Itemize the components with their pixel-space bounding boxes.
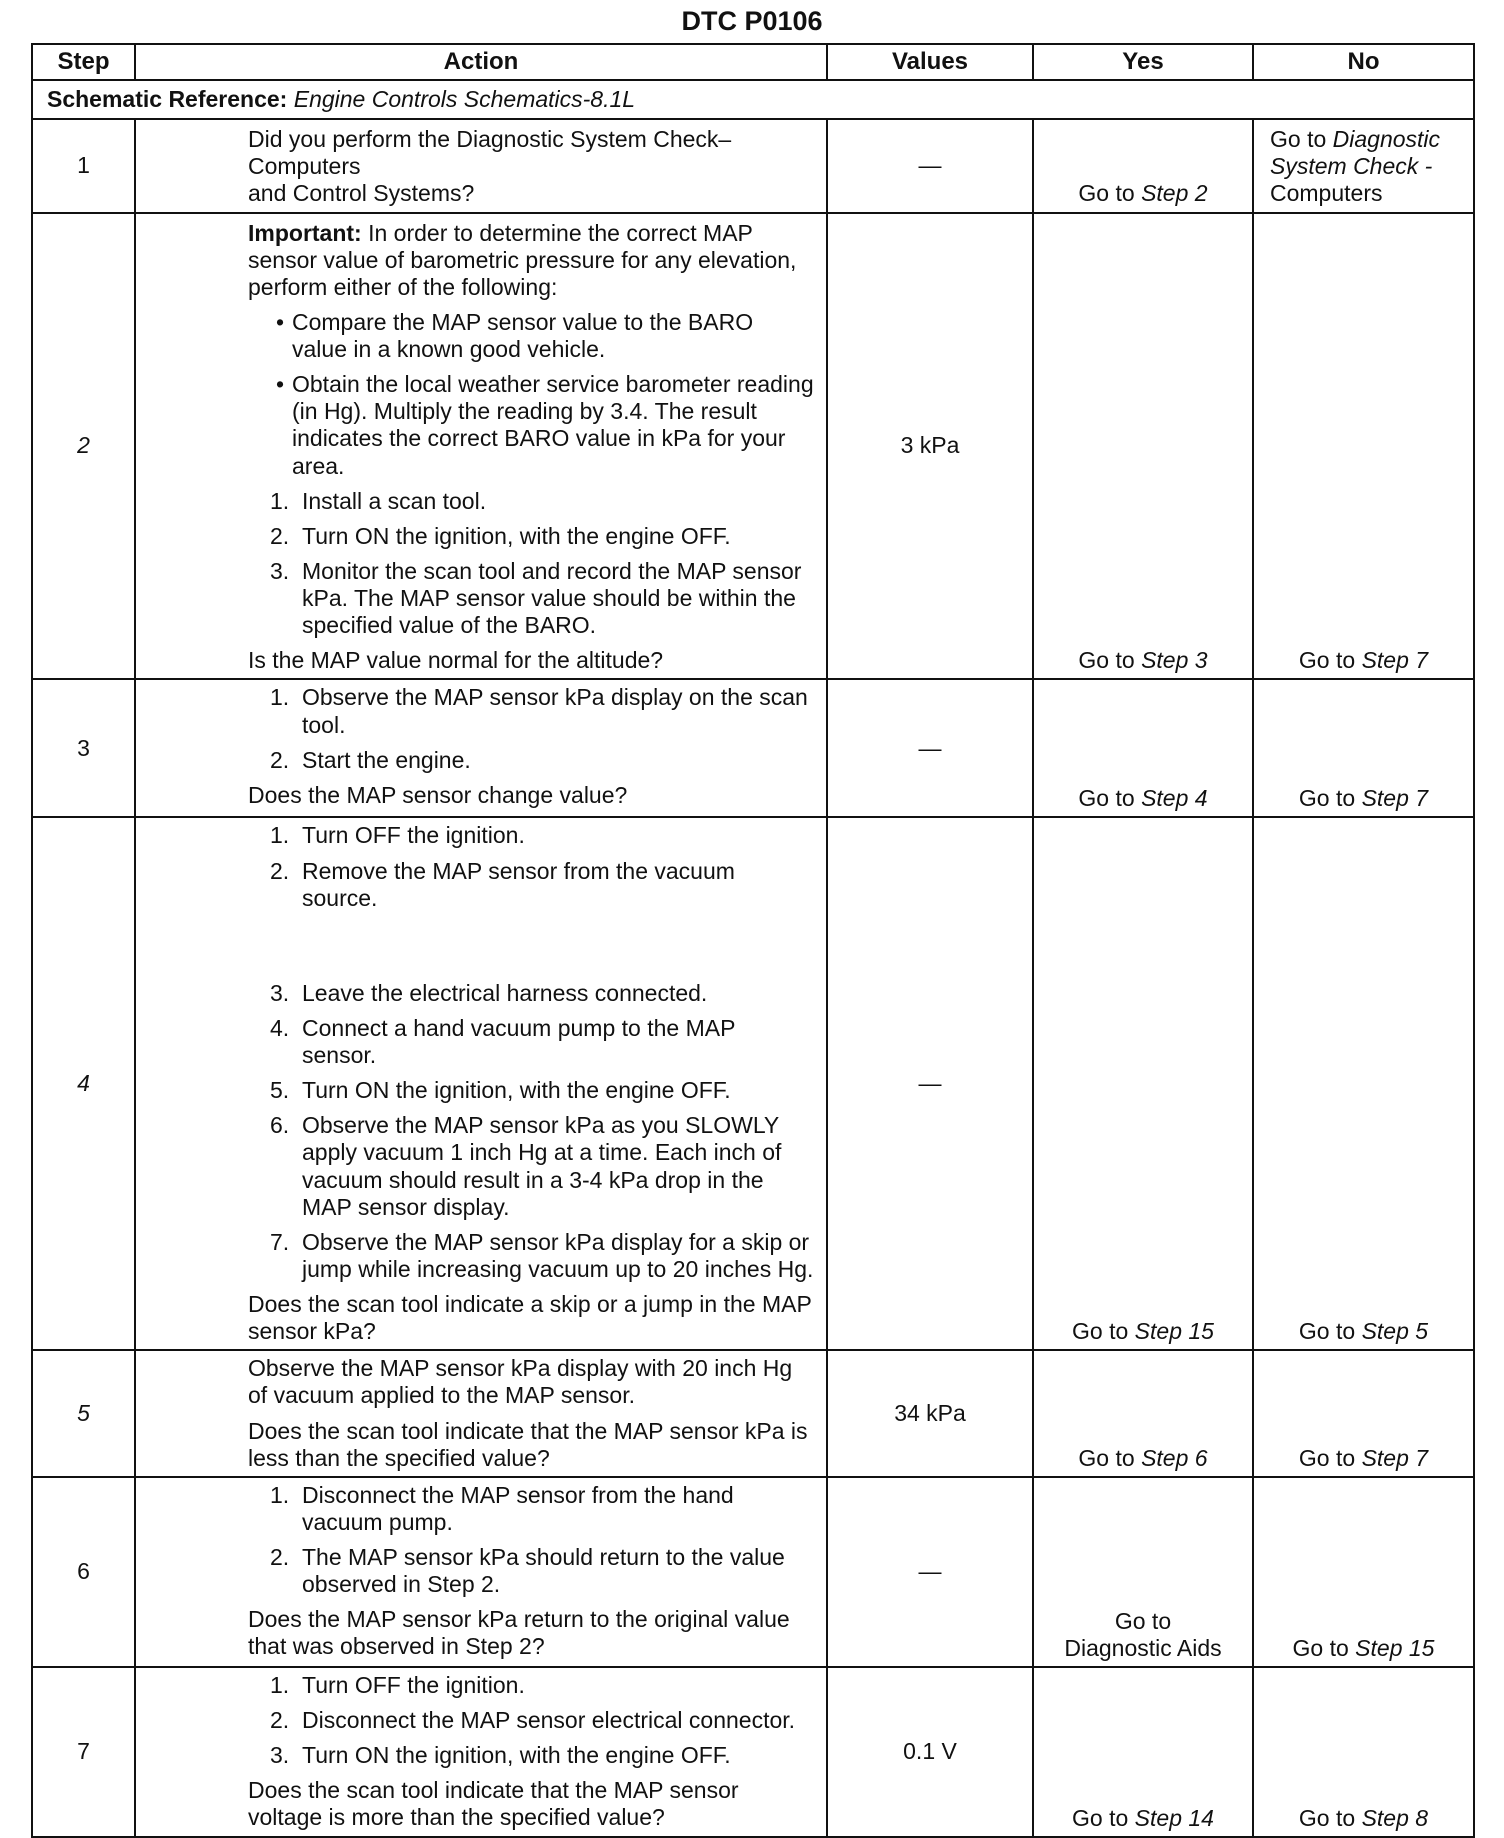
- list-number: 1.: [270, 487, 290, 514]
- table-row: [32, 679, 1474, 817]
- table-row: [32, 1350, 1474, 1477]
- value-cell: 3 kPa: [827, 213, 1033, 680]
- list-number: 3.: [270, 557, 290, 584]
- list-number: 3.: [270, 979, 290, 1006]
- no-prefix: Go to: [1298, 647, 1362, 674]
- list-number: 2.: [270, 522, 290, 549]
- list-number: 6.: [270, 1112, 290, 1139]
- action-text: Did you perform the Diagnostic System Check–Computers: [248, 126, 732, 180]
- no-prefix: Go to: [1270, 126, 1333, 153]
- step-number: 6: [32, 1477, 135, 1667]
- list-number: 2.: [270, 746, 290, 773]
- yes-prefix: Go to: [1078, 1444, 1142, 1471]
- yes-prefix: Go to: [1072, 1318, 1135, 1345]
- list-item: Install a scan tool.: [302, 487, 487, 514]
- no-step-link: Step 5: [1361, 1318, 1429, 1345]
- no-step-link: Step 8: [1361, 1804, 1429, 1831]
- schematic-reference: Engine Controls Schematics-8.1L: [293, 86, 636, 112]
- no-prefix: Go to: [1298, 1444, 1362, 1471]
- value-cell: —: [827, 119, 1033, 212]
- step-number: 3: [32, 679, 135, 817]
- question: Does the MAP sensor kPa return to the original value that was observed in Step 2?: [248, 1606, 790, 1660]
- value-cell: —: [827, 817, 1033, 1350]
- value-cell: —: [827, 1477, 1033, 1667]
- table-row: [32, 119, 1474, 212]
- action-cell: [135, 1667, 827, 1837]
- value-cell: 34 kPa: [827, 1350, 1033, 1477]
- header-step: Step: [32, 44, 135, 80]
- no-step-link: Step 7: [1361, 785, 1429, 812]
- step-number: 7: [32, 1667, 135, 1837]
- action-cell: [135, 1350, 827, 1477]
- header-values: Values: [827, 44, 1033, 80]
- header-no: No: [1253, 44, 1474, 80]
- list-item: Remove the MAP sensor from the vacuum source.: [302, 857, 735, 911]
- list-item: Disconnect the MAP sensor electrical connector.: [302, 1706, 796, 1733]
- action-cell: [135, 1477, 827, 1667]
- table-row: [32, 1477, 1474, 1667]
- step-number: 4: [32, 817, 135, 1350]
- list-number: 2.: [270, 857, 290, 884]
- yes-cell: [1033, 1350, 1253, 1477]
- list-item: Turn ON the ignition, with the engine OFF.: [302, 1742, 731, 1768]
- action-text: and Control Systems?: [248, 180, 475, 207]
- step-number: 1: [32, 119, 135, 212]
- yes-step-link: Step 6: [1141, 1444, 1208, 1471]
- list-number: 1.: [270, 1671, 290, 1698]
- list-item: Connect a hand vacuum pump to the MAP sensor.: [302, 1014, 736, 1068]
- list-number: 7.: [270, 1228, 290, 1255]
- yes-prefix: Go to: [1072, 1804, 1135, 1831]
- yes-prefix: Go to: [1078, 785, 1142, 812]
- yes-cell: [1033, 1477, 1253, 1667]
- list-number: 2.: [270, 1544, 290, 1570]
- list-item: The MAP sensor kPa should return to the value observed in Step 2.: [302, 1544, 785, 1598]
- list-number: 3.: [270, 1742, 290, 1768]
- yes-step-link: Step 2: [1141, 180, 1208, 207]
- yes-cell: [1033, 817, 1253, 1350]
- schematic-row: [32, 80, 1474, 119]
- no-cell: [1253, 1667, 1474, 1837]
- diagnostic-table: [31, 43, 1475, 1838]
- yes-step-link: Step 4: [1141, 785, 1208, 812]
- no-link: Diagnostic: [1332, 126, 1441, 153]
- list-item: Leave the electrical harness connected.: [302, 979, 708, 1006]
- list-number: 1.: [270, 1481, 290, 1508]
- yes-cell: [1033, 679, 1253, 817]
- action-cell: [135, 119, 827, 212]
- schematic-label: Schematic Reference:: [47, 86, 288, 112]
- no-cell: [1253, 1477, 1474, 1667]
- no-step-link: Step 15: [1355, 1634, 1435, 1661]
- no-step-link: Step 7: [1361, 1444, 1429, 1471]
- action-cell: [135, 679, 827, 817]
- yes-prefix: Go to: [1078, 180, 1142, 207]
- no-prefix: Go to: [1298, 1804, 1362, 1831]
- no-cell: [1253, 1350, 1474, 1477]
- bullet-item: • Compare the MAP sensor value to the BARO value in a known good vehicle.: [248, 309, 814, 363]
- no-step-link: Step 7: [1361, 647, 1429, 674]
- action-text: Observe the MAP sensor kPa display with 20 inch Hg of vacuum applied to the MAP sensor.: [248, 1355, 793, 1409]
- question: Does the scan tool indicate that the MAP sensor kPa is less than the specified value?: [248, 1417, 808, 1471]
- yes-cell: [1033, 1667, 1253, 1837]
- list-item: Disconnect the MAP sensor from the hand vacuum pump.: [302, 1481, 734, 1535]
- no-link: System Check -: [1270, 153, 1433, 180]
- yes-cell: [1033, 119, 1253, 212]
- list-number: 5.: [270, 1077, 290, 1104]
- list-number: 4.: [270, 1014, 290, 1041]
- step-number: 5: [32, 1350, 135, 1477]
- question: Does the MAP sensor change value?: [248, 781, 628, 808]
- list-item: Turn ON the ignition, with the engine OFF.: [302, 522, 731, 549]
- no-link-text: Computers: [1270, 180, 1383, 207]
- step-number: 2: [32, 213, 135, 680]
- no-prefix: Go to: [1298, 785, 1362, 812]
- yes-cell: [1033, 213, 1253, 680]
- question: Does the scan tool indicate a skip or a jump in the MAP sensor kPa?: [248, 1291, 812, 1345]
- bullet-item: • Obtain the local weather service barometer reading (in Hg). Multiply the reading by 3.4. The result indicates the correct BARO value in kPa for your area.: [248, 371, 814, 480]
- list-item: Observe the MAP sensor kPa display on the scan tool.: [302, 684, 808, 738]
- value-cell: 0.1 V: [827, 1667, 1033, 1837]
- table-row: [32, 817, 1474, 1350]
- list-number: 2.: [270, 1706, 290, 1733]
- table-row: [32, 213, 1474, 680]
- yes-prefix: Go to: [1078, 647, 1142, 674]
- yes-step-link: Step 3: [1141, 647, 1208, 674]
- yes-step-link: Step 14: [1134, 1804, 1214, 1831]
- no-prefix: Go to: [1298, 1318, 1362, 1345]
- header-action: Action: [135, 44, 827, 80]
- question: Is the MAP value normal for the altitude?: [248, 647, 664, 674]
- list-item: Observe the MAP sensor kPa as you SLOWLY apply vacuum 1 inch Hg at a time. Each inch of vacuum should result in a 3-4 kPa drop in the MAP sensor display.: [302, 1112, 782, 1220]
- list-item: Turn OFF the ignition.: [302, 822, 525, 849]
- page-title: DTC P0106: [681, 6, 823, 36]
- action-cell: [135, 213, 827, 680]
- list-item: Turn ON the ignition, with the engine OFF.: [302, 1077, 731, 1104]
- list-item: Start the engine.: [302, 746, 471, 773]
- no-cell: [1253, 679, 1474, 817]
- question: Does the scan tool indicate that the MAP sensor voltage is more than the specified value?: [248, 1777, 739, 1831]
- important-text: In order to determine the correct MAP sensor value of barometric pressure for any elevation, perform either of the following:: [248, 219, 797, 300]
- table-row: [32, 1667, 1474, 1837]
- header-row: [32, 44, 1474, 80]
- no-cell: [1253, 119, 1474, 212]
- no-prefix: Go to: [1292, 1634, 1356, 1661]
- no-cell: [1253, 817, 1474, 1350]
- no-cell: [1253, 213, 1474, 680]
- action-cell: [135, 817, 827, 1350]
- important-label: Important:: [248, 219, 362, 246]
- list-number: 1.: [270, 684, 290, 711]
- list-item: Observe the MAP sensor kPa display for a skip or jump while increasing vacuum up to 20 inches Hg.: [302, 1228, 814, 1282]
- list-item: Turn OFF the ignition.: [302, 1671, 525, 1698]
- yes-link-text: Diagnostic Aids: [1064, 1634, 1222, 1661]
- yes-prefix: Go to: [1114, 1607, 1172, 1634]
- list-item: Monitor the scan tool and record the MAP sensor kPa. The MAP sensor value should be within the specified value of the BARO.: [302, 557, 802, 639]
- list-number: 1.: [270, 822, 290, 849]
- yes-step-link: Step 15: [1134, 1318, 1214, 1345]
- value-cell: —: [827, 679, 1033, 817]
- header-yes: Yes: [1033, 44, 1253, 80]
